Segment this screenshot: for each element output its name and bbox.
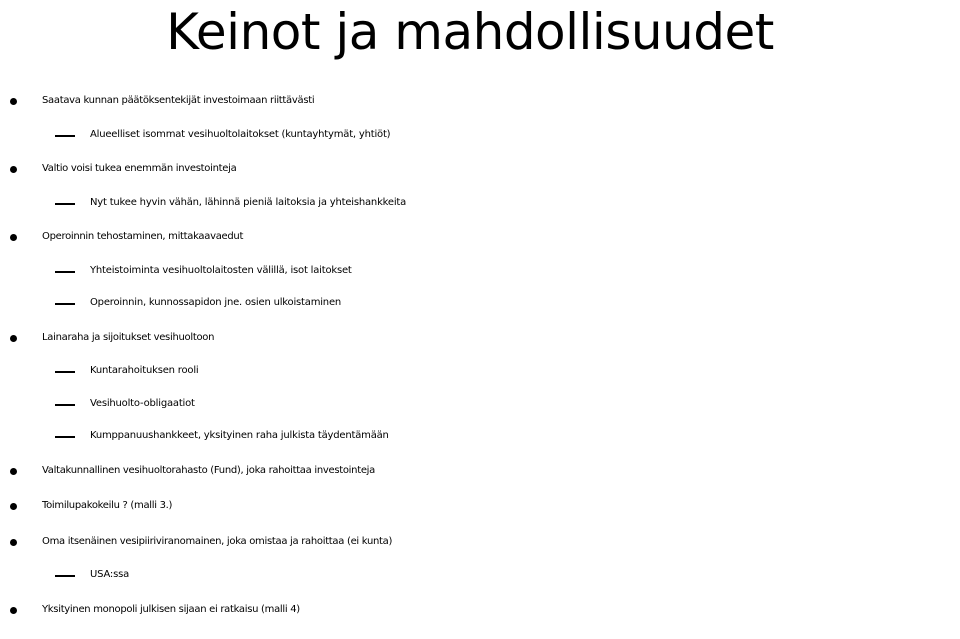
- bullet-dot-icon: [10, 503, 17, 510]
- bullet-dot-icon: [10, 234, 17, 241]
- dash-icon: [55, 575, 75, 577]
- dash-icon: [55, 135, 75, 137]
- bullet-item: [0, 83, 960, 119]
- bullet-item: [0, 151, 960, 187]
- bullet-list: [0, 83, 960, 627]
- bullet-dot-icon: [10, 607, 17, 614]
- bullet-item: [0, 592, 960, 628]
- bullet-dot-icon: [10, 166, 17, 173]
- bullet-text: Yksityinen monopoli julkisen sijaan ei ratkaisu (malli 4): [42, 603, 300, 615]
- dash-icon: [55, 303, 75, 305]
- sub-bullet-item: [0, 388, 960, 421]
- bullet-text: Toimilupakokeilu ? (malli 3.): [42, 500, 173, 511]
- sub-bullet-item: [0, 420, 960, 453]
- bullet-item: [0, 488, 960, 524]
- bullet-dot-icon: [10, 335, 17, 342]
- sub-bullet-text: Kumppanuushankkeet, yksityinen raha julkista täydentämään: [90, 430, 389, 441]
- dash-icon: [55, 271, 75, 273]
- bullet-dot-icon: [10, 539, 17, 546]
- bullet-item: [0, 320, 960, 356]
- dash-icon: [55, 203, 75, 205]
- bullet-text: Lainaraha ja sijoitukset vesihuoltoon: [42, 331, 215, 343]
- dash-icon: [55, 404, 75, 406]
- sub-bullet-text: Vesihuolto-obligaatiot: [90, 397, 195, 409]
- sub-bullet-item: [0, 287, 960, 320]
- dash-icon: [55, 436, 75, 438]
- sub-bullet-text: Nyt tukee hyvin vähän, lähinnä pieniä laitoksia ja yhteishankkeita: [90, 196, 407, 208]
- bullet-dot-icon: [10, 98, 17, 105]
- sub-bullet-text: Yhteistoiminta vesihuoltolaitosten välillä, isot laitokset: [90, 264, 352, 276]
- bullet-text: Oma itsenäinen vesipiiriviranomainen, joka omistaa ja rahoittaa (ei kunta): [42, 535, 393, 547]
- sub-bullet-item: [0, 255, 960, 288]
- bullet-text: Saatava kunnan päätöksentekijät investoimaan riittävästi: [42, 95, 315, 106]
- sub-bullet-item: [0, 119, 960, 152]
- bullet-item: [0, 524, 960, 560]
- bullet-text: Valtakunnallinen vesihuoltorahasto (Fund), joka rahoittaa investointeja: [42, 464, 375, 476]
- sub-bullet-text: USA:ssa: [90, 569, 130, 580]
- sub-bullet-text: Alueelliset isommat vesihuoltolaitokset (kuntayhtymät, yhtiöt): [90, 128, 391, 140]
- sub-bullet-text: Operoinnin, kunnossapidon jne. osien ulkoistaminen: [90, 297, 342, 308]
- bullet-text: Valtio voisi tukea enemmän investointeja: [42, 163, 237, 174]
- sub-bullet-item: [0, 559, 960, 592]
- slide-title: Keinot ja mahdollisuudet: [166, 3, 774, 61]
- sub-bullet-text: Kuntarahoituksen rooli: [90, 365, 199, 376]
- sub-bullet-item: [0, 355, 960, 388]
- sub-bullet-item: [0, 187, 960, 220]
- bullet-item: [0, 219, 960, 255]
- dash-icon: [55, 371, 75, 373]
- bullet-dot-icon: [10, 468, 17, 475]
- bullet-item: [0, 453, 960, 489]
- bullet-text: Operoinnin tehostaminen, mittakaavaedut: [42, 231, 244, 242]
